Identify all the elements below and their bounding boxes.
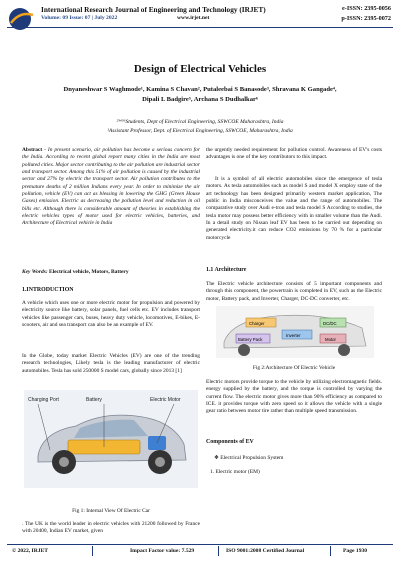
intro-paragraph-1: A vehicle which uses one or more electric motor for propulsion and powered by electricity source like battery, solar panels, fuel cells etc. EV includes transport vehicles like passenger cars, buses, heavy duty vehicle, locomotives, E-bikes, E-scooters, air and sea transport can also be an example of EV. — [22, 300, 200, 329]
fig1-label-port: Charging Port — [28, 397, 59, 403]
affiliation-professor: ¹Assistant Professor, Dept. of Electrical Engineering, SSWCOE, Maharashtra, India — [107, 127, 293, 134]
footer-impact-factor: Impact Factor value: 7.529 — [130, 548, 195, 554]
keywords-text: Electrical vehicle, Motors, Battery — [47, 269, 129, 275]
e-issn: e-ISSN: 2395-0056 — [342, 5, 391, 12]
footer-page-number: Page 1930 — [343, 548, 368, 554]
components-heading: Components of EV — [206, 439, 254, 445]
affiliation-students: ²³⁴⁵⁶Students, Dept of Electrical Engineering, SSWCOE Maharashtra, India — [116, 119, 284, 125]
footer-separator — [92, 546, 93, 556]
fig1-label-motor: Electric Motor — [150, 397, 181, 403]
abstract-text: - In present scenario, air pollution has become a serious concern for the India. According to recent global report many cities in the India are most polluted cities. Major sector contributing to the air pollution are industrial sector and transport sector. Among this 51% of air pollution is caused by the industrial sector and 27% by electric the transport sector. Air pollution contributes to the premature deaths of 2 million Indians every year. In order to minimize the air pollution, vehicle (EV) can act as blessing in lowering the GHG (Green House Gases) emission. Electric as decreasing the pollution level and reduction in oil bills etc. Although there is considerable amount of theories in establishing the electric vehicles types of motor used for electric vehicles, batteries, and Architecture of Electrical vehicle in India — [22, 147, 200, 227]
intro-paragraph-2: In the Globe, today market Electric Vehicles (EV) are one of the trending research technologies, Likely tesla is the leading manufacturer of electric automobiles. Tesla has sold 250000 S model cars, globally since 2013 [1] — [22, 353, 200, 374]
keywords-label: Key Words: — [22, 269, 48, 275]
right-paragraph-2: It is a symbol of all electric automobiles since the emergence of tesla motors. As tesla automobiles such as model S and model X employ state of the art technology has been designed primarily western market application, The public in India misconceives the value and the range of automobiles. The comparative study over Audi e-tron and tesla model S According to studies, the tesla motor may possess better efficiency with in smaller volume than the Audi. In a detail study on Nissan leaf EV has been to be carried out depending on generated electricity.it can reduce CO2 emissions by 70 % for a particular motorcycle — [206, 176, 382, 241]
footer-separator — [218, 546, 219, 556]
paragraph-after-figure-1: . The UK is the world leader in electric vehicles with 21200 followed by France with 20400, Indian EV market, given — [22, 521, 200, 535]
authors-line-2: Dipali L Badgire⁵, Archana S Dudhalkar⁶ — [142, 95, 258, 103]
intro-heading: 1.INTRODUCTION — [22, 287, 74, 293]
author-list — [20, 85, 380, 104]
figure-electric-car — [24, 390, 198, 488]
architecture-paragraph: The Electric vehicle architecture consists of 5 important components and through this component, the powertrain is completed in EV, such as the Electric motor, Battery pack, and Inverter, Charger, DC-DC converter, etc. — [206, 281, 382, 302]
architecture-heading: 1.1 Architecture — [206, 267, 247, 273]
affiliations — [20, 118, 380, 135]
footer-rule — [7, 544, 393, 545]
right-paragraph-1: the urgently needed requirement for pollution control. Awareness of EV's costs advantages is one of the key contributors to this impact. — [206, 147, 382, 161]
fig2-label-battery: Battery Pack — [238, 337, 263, 342]
list-item-electric-motor: 1. Electric motor (EM) — [210, 469, 260, 475]
journal-website[interactable]: www.irjet.net — [177, 15, 210, 21]
footer-copyright: © 2022, IRJET — [12, 548, 49, 554]
header-rule — [7, 27, 393, 28]
abstract — [22, 147, 200, 228]
figure-1-caption: Fig 1: Internal View Of Electric Car — [72, 508, 150, 514]
figure-ev-architecture — [216, 306, 374, 358]
paper-title: Design of Electrical Vehicles — [133, 63, 267, 75]
fig2-label-motor: Motor — [325, 337, 336, 342]
fig1-label-battery: Battery — [86, 397, 102, 403]
fig2-label-inverter: Inverter — [286, 333, 301, 338]
journal-logo — [7, 6, 37, 32]
abstract-label: Abstract — [22, 147, 43, 153]
bullet-propulsion: ❖ Electrical Propulsion System — [214, 455, 284, 461]
fig2-label-charger: Charger — [249, 321, 265, 326]
p-issn: p-ISSN: 2395-0072 — [341, 15, 391, 22]
volume-info: Volume: 09 Issue: 07 | July 2022 — [41, 15, 118, 21]
fig2-label-dcdc: DC/DC — [323, 321, 337, 326]
figure-2-caption: Fig 2:Architecture Of Electric Vehicle — [252, 365, 336, 371]
footer-iso: ISO 9001:2008 Certified Journal — [226, 548, 305, 554]
journal-title: International Research Journal of Engineering and Technology (IRJET) — [41, 5, 266, 14]
footer-separator — [330, 546, 331, 556]
journal-header — [0, 0, 400, 38]
authors-line-1: Dnyaneshwar S Waghmode¹, Kamina S Chavan², Putaleebai S Banasode³, Shravana K Gangade⁴, — [63, 86, 337, 93]
keywords — [22, 269, 200, 276]
right-paragraph-3: Electric motors provide torque to the vehicle by utilizing electromagnetic fields. energy supplied by the battery, and the torque is controlled by varying the current flow. The electric motor gives more than 90% efficiency as compared to ICE. it provides torque with zero speed so it allows the vehicle with a single gear ratio between motor tire rather than multiple speed transmission. — [206, 379, 382, 415]
